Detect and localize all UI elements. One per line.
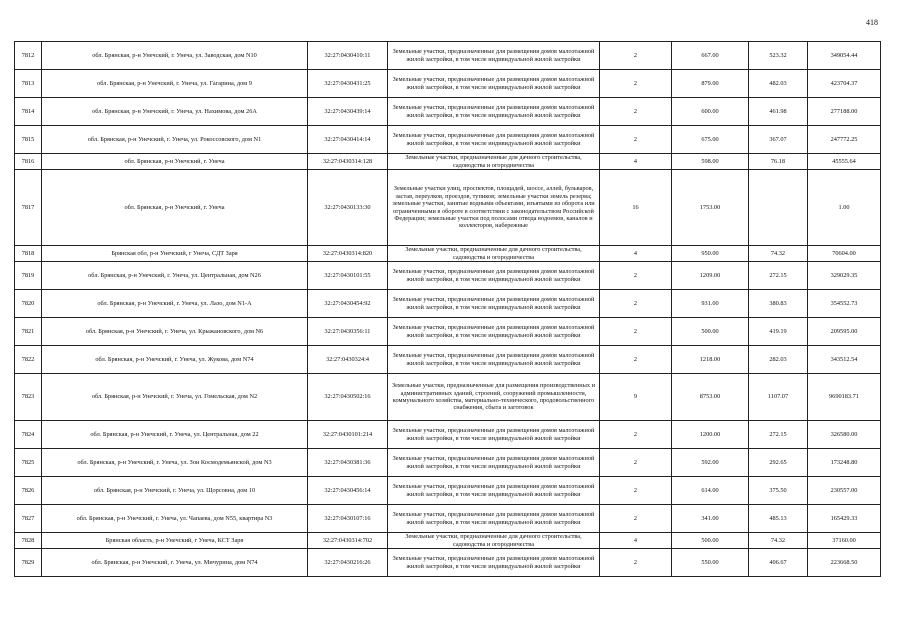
cadastral-value-cell: 70604.00 <box>808 246 881 262</box>
row-number: 7817 <box>15 170 42 246</box>
row-number: 7824 <box>15 421 42 449</box>
area-cell: 600.00 <box>672 98 749 126</box>
cadastral-number-cell: 32:27:0430454:92 <box>308 290 388 318</box>
address-cell: обл. Брянская, р-н Унечский, г. Унеча <box>42 154 308 170</box>
cadastral-value-cell: 165429.33 <box>808 505 881 533</box>
area-cell: 592.00 <box>672 449 749 477</box>
area-cell: 931.00 <box>672 290 749 318</box>
table-row <box>15 170 881 246</box>
cadastral-number-cell: 32:27:0430314:820 <box>308 246 388 262</box>
address-cell: обл. Брянская, р-н Унечский, г. Унеча, ул. Центральная, дом 22 <box>42 421 308 449</box>
land-use-cell: Земельные участки, предназначенные для размещения производственных и административных зданий, строений, сооружений промышленности, коммунального хозяйства, материально-технического, продовольственного снабжения, сбыта и заготовок <box>388 374 600 421</box>
table-row <box>15 449 881 477</box>
rate-cell: 74.32 <box>749 533 808 549</box>
rate-cell: 375.50 <box>749 477 808 505</box>
cadastral-value-cell: 45555.64 <box>808 154 881 170</box>
page-number: 418 <box>866 18 878 27</box>
address-cell: обл. Брянская, р-н Унечский, г. Унеча <box>42 170 308 246</box>
table-row <box>15 533 881 549</box>
land-use-cell: Земельные участки, предназначенные для размещения домов малоэтажной жилой застройки, в том числе индивидуальной жилой застройки <box>388 421 600 449</box>
rate-cell: 367.07 <box>749 126 808 154</box>
land-use-cell: Земельные участки, предназначенные для дачного строительства, садоводства и огородничества <box>388 246 600 262</box>
group-cell: 4 <box>600 154 672 170</box>
land-use-cell: Земельные участки, предназначенные для размещения домов малоэтажной жилой застройки, в том числе индивидуальной жилой застройки <box>388 549 600 577</box>
row-number: 7819 <box>15 262 42 290</box>
land-use-cell: Земельные участки, предназначенные для размещения домов малоэтажной жилой застройки, в том числе индивидуальной жилой застройки <box>388 70 600 98</box>
area-cell: 667.00 <box>672 42 749 70</box>
row-number: 7823 <box>15 374 42 421</box>
table-row <box>15 318 881 346</box>
cadastral-number-cell: 32:27:0430314:702 <box>308 533 388 549</box>
rate-cell: 482.03 <box>749 70 808 98</box>
rate-cell: 272.15 <box>749 262 808 290</box>
cadastral-value-cell: 354552.73 <box>808 290 881 318</box>
cadastral-value-cell: 1.00 <box>808 170 881 246</box>
row-number: 7825 <box>15 449 42 477</box>
group-cell: 2 <box>600 505 672 533</box>
cadastral-value-cell: 329029.35 <box>808 262 881 290</box>
land-use-cell: Земельные участки, предназначенные для размещения домов малоэтажной жилой застройки, в том числе индивидуальной жилой застройки <box>388 98 600 126</box>
area-cell: 550.00 <box>672 549 749 577</box>
group-cell: 9 <box>600 374 672 421</box>
cadastral-value-cell: 247772.25 <box>808 126 881 154</box>
row-number: 7826 <box>15 477 42 505</box>
table-row <box>15 246 881 262</box>
area-cell: 1753.00 <box>672 170 749 246</box>
cadastral-value-cell: 223668.50 <box>808 549 881 577</box>
table-body <box>15 42 881 577</box>
cadastral-number-cell: 32:27:0430439:14 <box>308 98 388 126</box>
cadastral-value-cell: 173248.80 <box>808 449 881 477</box>
rate-cell: 74.32 <box>749 246 808 262</box>
row-number: 7818 <box>15 246 42 262</box>
group-cell: 4 <box>600 533 672 549</box>
address-cell: обл. Брянская, р-н Унечский, г. Унеча, ул. Чапаева, дом N55, квартира N3 <box>42 505 308 533</box>
cadastral-number-cell: 32:27:0430324:4 <box>308 346 388 374</box>
cadastral-value-cell: 230557.00 <box>808 477 881 505</box>
group-cell: 4 <box>600 246 672 262</box>
land-use-cell: Земельные участки, предназначенные для размещения домов малоэтажной жилой застройки, в том числе индивидуальной жилой застройки <box>388 290 600 318</box>
table-row <box>15 154 881 170</box>
rate-cell: 292.65 <box>749 449 808 477</box>
cadastral-value-cell: 326580.00 <box>808 421 881 449</box>
group-cell: 2 <box>600 346 672 374</box>
address-cell: обл. Брянская, р-н Унечский, г. Унеча, ул. Нахимова, дом 26А <box>42 98 308 126</box>
row-number: 7812 <box>15 42 42 70</box>
group-cell: 2 <box>600 70 672 98</box>
address-cell: обл. Брянская, р-н Унечский, г. Унеча, ул. Крыжановского, дом N6 <box>42 318 308 346</box>
cadastral-number-cell: 32:27:0430107:16 <box>308 505 388 533</box>
row-number: 7813 <box>15 70 42 98</box>
row-number: 7829 <box>15 549 42 577</box>
land-use-cell: Земельные участки улиц, проспектов, площадей, шоссе, аллей, бульваров, застав, переулков, проездов, тупиков; земельные участки земель резерва; земельные участки, занятые водными объектами, изъятыми из оборота или ограниченными в обороте в соответствии с законодательством Российской Федерации; земельные участки под полосами отвода водоемов, каналов и коллекторов, набережные <box>388 170 600 246</box>
cadastral-number-cell: 32:27:0430101:214 <box>308 421 388 449</box>
address-cell: обл. Брянская, р-н Унечский, г. Унеча, ул. Лазо, дом N1-А <box>42 290 308 318</box>
group-cell: 2 <box>600 477 672 505</box>
address-cell: обл. Брянская, р-н Унечский, г. Унеча, ул. Зои Космодемьянской, дом N3 <box>42 449 308 477</box>
table-row <box>15 290 881 318</box>
rate-cell: 406.67 <box>749 549 808 577</box>
address-cell: обл. Брянская, р-н Унечский, г. Унеча, ул. Заводская, дом N10 <box>42 42 308 70</box>
address-cell: обл. Брянская, р-н Унечский, г. Унеча, ул. Центральная, дом N26 <box>42 262 308 290</box>
land-use-cell: Земельные участки, предназначенные для дачного строительства, садоводства и огородничества <box>388 154 600 170</box>
rate-cell: 461.98 <box>749 98 808 126</box>
land-use-cell: Земельные участки, предназначенные для размещения домов малоэтажной жилой застройки, в том числе индивидуальной жилой застройки <box>388 318 600 346</box>
table-row <box>15 126 881 154</box>
land-use-cell: Земельные участки, предназначенные для размещения домов малоэтажной жилой застройки, в том числе индивидуальной жилой застройки <box>388 126 600 154</box>
rate-cell: 523.32 <box>749 42 808 70</box>
cadastral-value-cell: 423704.37 <box>808 70 881 98</box>
address-cell: обл. Брянская, р-н Унечский, г. Унеча, ул. Жукова, дом N74 <box>42 346 308 374</box>
area-cell: 1209.00 <box>672 262 749 290</box>
table-row <box>15 98 881 126</box>
cadastral-number-cell: 32:27:0430216:26 <box>308 549 388 577</box>
group-cell: 2 <box>600 42 672 70</box>
cadastral-number-cell: 32:27:0430410:11 <box>308 42 388 70</box>
group-cell: 2 <box>600 98 672 126</box>
area-cell: 500.00 <box>672 318 749 346</box>
group-cell: 2 <box>600 126 672 154</box>
rate-cell: 272.15 <box>749 421 808 449</box>
cadastral-number-cell: 32:27:0430101:55 <box>308 262 388 290</box>
row-number: 7821 <box>15 318 42 346</box>
table-row <box>15 505 881 533</box>
cadastral-value-cell: 37160.00 <box>808 533 881 549</box>
land-use-cell: Земельные участки, предназначенные для размещения домов малоэтажной жилой застройки, в том числе индивидуальной жилой застройки <box>388 477 600 505</box>
row-number: 7828 <box>15 533 42 549</box>
group-cell: 2 <box>600 318 672 346</box>
area-cell: 1218.00 <box>672 346 749 374</box>
table-row <box>15 477 881 505</box>
address-cell: Брянская обл, р-н Унечский, г Унеча, СДТ Заря <box>42 246 308 262</box>
row-number: 7815 <box>15 126 42 154</box>
table-row <box>15 549 881 577</box>
area-cell: 598.00 <box>672 154 749 170</box>
address-cell: Брянская область, р-н Унечский, г Унеча, КСТ Заря <box>42 533 308 549</box>
area-cell: 950.00 <box>672 246 749 262</box>
group-cell: 2 <box>600 449 672 477</box>
table-row <box>15 346 881 374</box>
area-cell: 341.00 <box>672 505 749 533</box>
area-cell: 675.00 <box>672 126 749 154</box>
rate-cell <box>749 170 808 246</box>
cadastral-number-cell: 32:27:0430456:14 <box>308 477 388 505</box>
group-cell: 2 <box>600 290 672 318</box>
table-row <box>15 42 881 70</box>
table-row <box>15 70 881 98</box>
area-cell: 879.00 <box>672 70 749 98</box>
address-cell: обл. Брянская, р-н Унечский, г. Унеча, ул. Мичурина, дом N74 <box>42 549 308 577</box>
land-use-cell: Земельные участки, предназначенные для размещения домов малоэтажной жилой застройки, в том числе индивидуальной жилой застройки <box>388 346 600 374</box>
group-cell: 2 <box>600 262 672 290</box>
cadastral-value-cell: 209595.00 <box>808 318 881 346</box>
area-cell: 614.00 <box>672 477 749 505</box>
address-cell: обл. Брянская, р-н Унечский, г. Унеча, ул. Гагарина, дом 9 <box>42 70 308 98</box>
land-use-cell: Земельные участки, предназначенные для дачного строительства, садоводства и огородничества <box>388 533 600 549</box>
group-cell: 2 <box>600 549 672 577</box>
cadastral-value-cell: 277188.00 <box>808 98 881 126</box>
rate-cell: 1107.07 <box>749 374 808 421</box>
land-use-cell: Земельные участки, предназначенные для размещения домов малоэтажной жилой застройки, в том числе индивидуальной жилой застройки <box>388 262 600 290</box>
cadastral-number-cell: 32:27:0430502:16 <box>308 374 388 421</box>
cadastral-value-cell: 349054.44 <box>808 42 881 70</box>
table-row <box>15 421 881 449</box>
row-number: 7827 <box>15 505 42 533</box>
table-row <box>15 262 881 290</box>
address-cell: обл. Брянская, р-н Унечский, г. Унеча, ул. Рокоссовского, дом N1 <box>42 126 308 154</box>
row-number: 7822 <box>15 346 42 374</box>
address-cell: обл. Брянская, р-н Унечский, г. Унеча, ул. Гомельская, дом N2 <box>42 374 308 421</box>
cadastral-number-cell: 32:27:0430356:11 <box>308 318 388 346</box>
rate-cell: 419.19 <box>749 318 808 346</box>
land-use-cell: Земельные участки, предназначенные для размещения домов малоэтажной жилой застройки, в том числе индивидуальной жилой застройки <box>388 505 600 533</box>
rate-cell: 76.18 <box>749 154 808 170</box>
cadastral-number-cell: 32:27:0430133:30 <box>308 170 388 246</box>
row-number: 7820 <box>15 290 42 318</box>
group-cell: 2 <box>600 421 672 449</box>
rate-cell: 380.83 <box>749 290 808 318</box>
rate-cell: 282.03 <box>749 346 808 374</box>
cadastral-number-cell: 32:27:0430381:36 <box>308 449 388 477</box>
area-cell: 500.00 <box>672 533 749 549</box>
group-cell: 16 <box>600 170 672 246</box>
area-cell: 8753.00 <box>672 374 749 421</box>
cadastral-number-cell: 32:27:0430431:25 <box>308 70 388 98</box>
row-number: 7816 <box>15 154 42 170</box>
table-row <box>15 374 881 421</box>
address-cell: обл. Брянская, р-н Унечский, г. Унеча, ул. Щорсовна, дом 10 <box>42 477 308 505</box>
land-use-cell: Земельные участки, предназначенные для размещения домов малоэтажной жилой застройки, в том числе индивидуальной жилой застройки <box>388 42 600 70</box>
cadastral-value-cell: 9690183.71 <box>808 374 881 421</box>
area-cell: 1200.00 <box>672 421 749 449</box>
rate-cell: 485.13 <box>749 505 808 533</box>
cadastral-number-cell: 32:27:0430414:14 <box>308 126 388 154</box>
cadastral-value-cell: 343512.54 <box>808 346 881 374</box>
row-number: 7814 <box>15 98 42 126</box>
land-registry-table <box>14 41 881 577</box>
cadastral-number-cell: 32:27:0430314:128 <box>308 154 388 170</box>
land-use-cell: Земельные участки, предназначенные для размещения домов малоэтажной жилой застройки, в том числе индивидуальной жилой застройки <box>388 449 600 477</box>
